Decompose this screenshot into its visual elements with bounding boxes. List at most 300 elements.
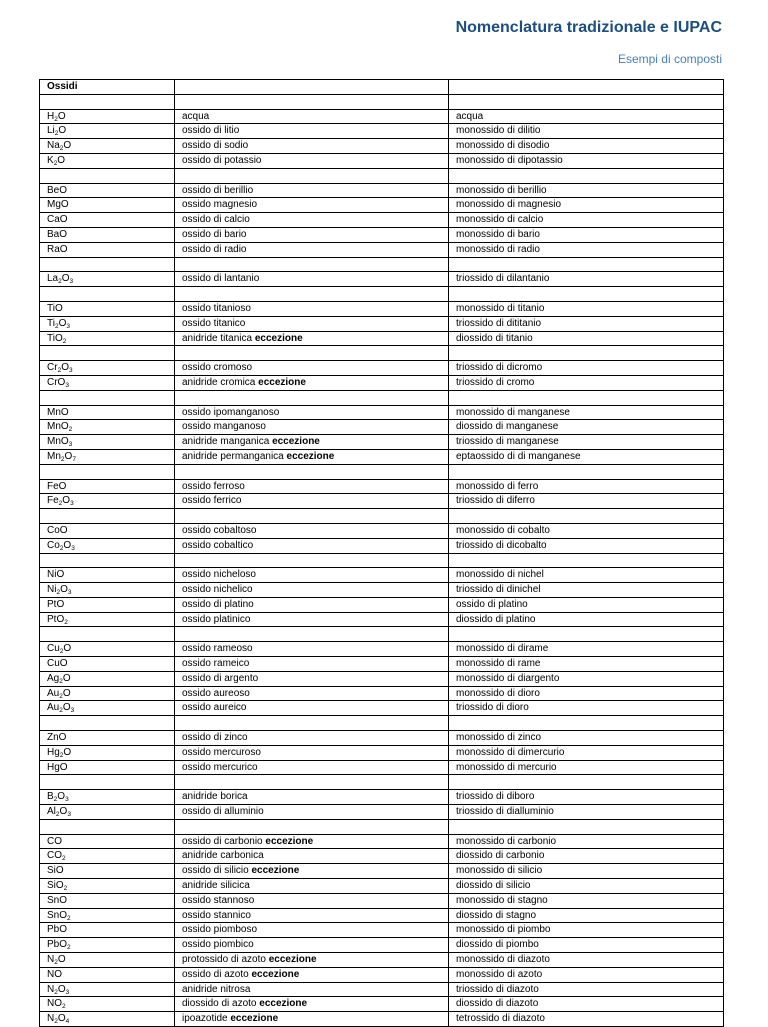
formula-cell xyxy=(40,257,175,272)
formula-symbol: NiO xyxy=(47,569,65,581)
iupac-name: triossido di dilantanio xyxy=(456,273,550,285)
formula-symbol: Co xyxy=(47,539,60,551)
formula-subscript: 2 xyxy=(53,159,58,167)
traditional-name-cell xyxy=(175,908,449,923)
exception-note: eccezione xyxy=(258,376,306,388)
traditional-name-cell xyxy=(175,227,449,242)
iupac-name: monossido di azoto xyxy=(456,968,543,980)
iupac-name-cell xyxy=(449,523,724,538)
table-row xyxy=(40,583,724,598)
formula-symbol: NO xyxy=(47,998,62,1010)
formula-cell xyxy=(40,938,175,953)
table-row xyxy=(40,760,724,775)
formula-subscript: 2 xyxy=(59,677,63,685)
formula-subscript: 2 xyxy=(59,648,64,656)
formula-cell xyxy=(40,953,175,968)
table-row xyxy=(40,908,724,923)
formula-subscript: 3 xyxy=(69,278,74,286)
table-row xyxy=(40,893,724,908)
iupac-name: triossido di dicromo xyxy=(456,362,543,374)
traditional-name-cell xyxy=(175,494,449,509)
iupac-name: triossido di dinichel xyxy=(456,584,541,596)
iupac-name-cell xyxy=(449,923,724,938)
formula-cell xyxy=(40,198,175,213)
traditional-name-cell xyxy=(175,731,449,746)
traditional-name-cell xyxy=(175,686,449,701)
formula-subscript: 3 xyxy=(65,988,70,996)
formula-cell xyxy=(40,405,175,420)
traditional-name: anidride silicica xyxy=(182,880,250,892)
iupac-name-cell xyxy=(449,109,724,124)
traditional-name-cell xyxy=(175,168,449,183)
formula-subscript: 3 xyxy=(71,544,75,552)
traditional-name-cell xyxy=(175,257,449,272)
iupac-name: tetrossido di diazoto xyxy=(456,1013,545,1025)
traditional-name: ossido stannico xyxy=(182,909,251,921)
formula-subscript: 2 xyxy=(63,885,68,893)
formula-subscript: 2 xyxy=(58,500,63,508)
table-row xyxy=(40,153,724,168)
iupac-name-cell xyxy=(449,94,724,109)
traditional-name-cell xyxy=(175,849,449,864)
traditional-name-cell xyxy=(175,242,449,257)
exception-note: eccezione xyxy=(272,436,320,448)
iupac-name: monossido di carbonio xyxy=(456,835,557,847)
formula-symbol: Li xyxy=(47,125,55,137)
traditional-name-cell xyxy=(175,375,449,390)
formula-cell xyxy=(40,227,175,242)
formula-symbol: SiO xyxy=(47,880,64,892)
iupac-name: monossido di radio xyxy=(456,243,540,255)
traditional-name-cell xyxy=(175,316,449,331)
iupac-name: monossido di berillio xyxy=(456,184,547,196)
traditional-name-cell xyxy=(175,568,449,583)
formula-subscript: 7 xyxy=(72,455,76,463)
formula-symbol: CoO xyxy=(47,524,68,536)
table-row xyxy=(40,716,724,731)
traditional-name-cell xyxy=(175,405,449,420)
exception-note: eccezione xyxy=(251,865,300,877)
traditional-name-cell xyxy=(175,139,449,154)
iupac-name: monossido di calcio xyxy=(456,214,544,226)
formula-subscript: 4 xyxy=(65,1018,70,1026)
formula-symbol: SnO xyxy=(47,909,68,921)
traditional-name-cell xyxy=(175,893,449,908)
traditional-name: ossido aureoso xyxy=(182,687,250,699)
iupac-name: eptaossido di di manganese xyxy=(456,450,581,462)
traditional-name-cell xyxy=(175,420,449,435)
traditional-name: ossido nichelico xyxy=(182,584,253,596)
formula-subscript: 3 xyxy=(68,441,73,449)
table-row xyxy=(40,819,724,834)
table-row xyxy=(40,479,724,494)
formula-cell xyxy=(40,109,175,124)
traditional-name: ossido cobaltico xyxy=(182,539,254,551)
traditional-name: anidride titanica xyxy=(182,332,253,344)
formula-cell xyxy=(40,390,175,405)
traditional-name: ossido di lantanio xyxy=(182,273,260,285)
table-cell xyxy=(449,80,724,95)
traditional-name-cell xyxy=(175,479,449,494)
iupac-name-cell xyxy=(449,716,724,731)
traditional-name-cell xyxy=(175,509,449,524)
iupac-name-cell xyxy=(449,464,724,479)
iupac-name: monossido di zinco xyxy=(456,732,542,744)
traditional-name-cell xyxy=(175,183,449,198)
formula-cell xyxy=(40,879,175,894)
table-row xyxy=(40,849,724,864)
table-row xyxy=(40,790,724,805)
iupac-name-cell xyxy=(449,805,724,820)
iupac-name-cell xyxy=(449,657,724,672)
formula-cell xyxy=(40,967,175,982)
traditional-name-cell xyxy=(175,805,449,820)
iupac-name: monossido di dimercurio xyxy=(456,746,565,758)
formula-cell xyxy=(40,790,175,805)
formula-symbol: O xyxy=(62,702,71,714)
formula-symbol: O xyxy=(57,154,66,166)
table-row xyxy=(40,405,724,420)
iupac-name-cell xyxy=(449,849,724,864)
formula-symbol: O xyxy=(57,1013,66,1025)
traditional-name: ossido ipomanganoso xyxy=(182,406,280,418)
table-row xyxy=(40,287,724,302)
table-row xyxy=(40,213,724,228)
formula-cell xyxy=(40,479,175,494)
exception-note: eccezione xyxy=(286,450,335,462)
iupac-name: monossido di bario xyxy=(456,228,540,240)
traditional-name-cell xyxy=(175,938,449,953)
iupac-name-cell xyxy=(449,390,724,405)
iupac-name-cell xyxy=(449,346,724,361)
iupac-name-cell xyxy=(449,242,724,257)
formula-symbol: Hg xyxy=(47,746,60,758)
traditional-name: ossido di zinco xyxy=(182,732,248,744)
table-row xyxy=(40,597,724,612)
traditional-name: ossido di platino xyxy=(182,598,254,610)
formula-symbol: O xyxy=(57,954,66,966)
traditional-name: ipoazotide xyxy=(182,1013,228,1025)
formula-subscript: 2 xyxy=(60,455,65,463)
iupac-name-cell xyxy=(449,775,724,790)
traditional-name-cell xyxy=(175,701,449,716)
formula-symbol: O xyxy=(57,791,66,803)
iupac-name-cell xyxy=(449,331,724,346)
formula-subscript: 2 xyxy=(62,337,67,345)
formula-subscript: 3 xyxy=(66,322,70,330)
table-row xyxy=(40,538,724,553)
table-row xyxy=(40,331,724,346)
formula-cell xyxy=(40,701,175,716)
exception-note: eccezione xyxy=(259,998,308,1010)
formula-cell xyxy=(40,627,175,642)
formula-symbol: O xyxy=(64,450,73,462)
table-row xyxy=(40,745,724,760)
formula-subscript: 2 xyxy=(67,914,71,922)
formula-subscript: 2 xyxy=(62,1003,66,1011)
formula-symbol: ZnO xyxy=(47,732,67,744)
formula-symbol: La xyxy=(47,273,59,285)
formula-cell xyxy=(40,849,175,864)
iupac-name: triossido di manganese xyxy=(456,436,559,448)
iupac-name: triossido di dioro xyxy=(456,702,529,714)
traditional-name-cell xyxy=(175,775,449,790)
iupac-name: diossido di carbonio xyxy=(456,850,545,862)
iupac-name-cell xyxy=(449,967,724,982)
iupac-name-cell xyxy=(449,124,724,139)
formula-subscript: 3 xyxy=(70,500,74,508)
table-row xyxy=(40,390,724,405)
iupac-name: diossido di titanio xyxy=(456,332,533,344)
iupac-name-cell xyxy=(449,272,724,287)
iupac-name: triossido di cromo xyxy=(456,376,535,388)
section-label: Ossidi xyxy=(40,80,175,95)
traditional-name: ossido piomboso xyxy=(182,924,258,936)
iupac-name-cell xyxy=(449,198,724,213)
iupac-name: triossido di dialluminio xyxy=(456,806,554,818)
formula-symbol: N xyxy=(47,983,55,995)
formula-subscript: 2 xyxy=(54,322,59,330)
iupac-name: monossido di rame xyxy=(456,658,541,670)
traditional-name-cell xyxy=(175,523,449,538)
formula-cell xyxy=(40,523,175,538)
iupac-name-cell xyxy=(449,420,724,435)
iupac-name: triossido di dititanio xyxy=(456,317,542,329)
formula-cell xyxy=(40,642,175,657)
traditional-name-cell xyxy=(175,153,449,168)
formula-symbol: O xyxy=(62,495,71,507)
formula-symbol: O xyxy=(60,584,68,596)
formula-symbol: CO xyxy=(47,835,62,847)
traditional-name: anidride permanganica xyxy=(182,450,284,462)
table-row xyxy=(40,301,724,316)
formula-symbol: MnO xyxy=(47,406,69,418)
iupac-name-cell xyxy=(449,731,724,746)
table-row xyxy=(40,242,724,257)
formula-cell xyxy=(40,420,175,435)
iupac-name: diossido di silicio xyxy=(456,880,531,892)
iupac-name-cell xyxy=(449,953,724,968)
formula-cell xyxy=(40,94,175,109)
traditional-name-cell xyxy=(175,390,449,405)
table-row xyxy=(40,553,724,568)
formula-symbol: O xyxy=(62,672,71,684)
table-row xyxy=(40,227,724,242)
table-row xyxy=(40,420,724,435)
table-row xyxy=(40,139,724,154)
exception-note: eccezione xyxy=(265,835,314,847)
formula-cell xyxy=(40,997,175,1012)
traditional-name-cell xyxy=(175,879,449,894)
formula-symbol: O xyxy=(63,140,72,152)
iupac-name-cell xyxy=(449,183,724,198)
formula-symbol: FeO xyxy=(47,480,67,492)
iupac-name: monossido di titanio xyxy=(456,302,545,314)
iupac-name-cell xyxy=(449,553,724,568)
traditional-name-cell xyxy=(175,538,449,553)
traditional-name: ossido magnesio xyxy=(182,199,258,211)
formula-symbol: Fe xyxy=(47,495,59,507)
formula-symbol: MnO xyxy=(47,436,69,448)
formula-subscript: 2 xyxy=(54,115,58,123)
page-title: Nomenclatura tradizionale e IUPAC xyxy=(455,19,722,36)
formula-cell xyxy=(40,139,175,154)
traditional-name-cell xyxy=(175,198,449,213)
iupac-name: monossido di silicio xyxy=(456,865,543,877)
formula-cell xyxy=(40,183,175,198)
table-row xyxy=(40,612,724,627)
traditional-name-cell xyxy=(175,819,449,834)
formula-cell xyxy=(40,568,175,583)
formula-cell xyxy=(40,908,175,923)
iupac-name-cell xyxy=(449,375,724,390)
formula-symbol: O xyxy=(58,125,67,137)
iupac-name-cell xyxy=(449,819,724,834)
iupac-name-cell xyxy=(449,361,724,376)
table-row xyxy=(40,435,724,450)
formula-symbol: Al xyxy=(47,806,56,818)
table-row xyxy=(40,938,724,953)
formula-cell xyxy=(40,375,175,390)
table-header-row xyxy=(40,80,724,95)
formula-symbol: MgO xyxy=(47,199,69,211)
traditional-name: ossido nicheloso xyxy=(182,569,256,581)
iupac-name-cell xyxy=(449,760,724,775)
traditional-name: ossido di argento xyxy=(182,672,259,684)
iupac-name: monossido di stagno xyxy=(456,894,548,906)
formula-subscript: 2 xyxy=(54,959,58,967)
formula-symbol: PbO xyxy=(47,924,68,936)
formula-symbol: Au xyxy=(47,702,60,714)
formula-symbol: Cu xyxy=(47,643,60,655)
formula-symbol: CO xyxy=(47,850,62,862)
iupac-name-cell xyxy=(449,509,724,524)
formula-cell xyxy=(40,923,175,938)
traditional-name-cell xyxy=(175,331,449,346)
formula-cell xyxy=(40,435,175,450)
traditional-name-cell xyxy=(175,346,449,361)
table-row xyxy=(40,272,724,287)
traditional-name-cell xyxy=(175,790,449,805)
traditional-name-cell xyxy=(175,627,449,642)
traditional-name-cell xyxy=(175,716,449,731)
formula-cell xyxy=(40,982,175,997)
formula-symbol: RaO xyxy=(47,243,68,255)
table-row xyxy=(40,982,724,997)
formula-symbol: CaO xyxy=(47,214,68,226)
formula-symbol: N xyxy=(47,1013,55,1025)
traditional-name: acqua xyxy=(182,110,210,122)
iupac-name-cell xyxy=(449,671,724,686)
exception-note: eccezione xyxy=(230,1013,279,1025)
formula-symbol: Ti xyxy=(47,317,55,329)
table-row xyxy=(40,257,724,272)
formula-cell xyxy=(40,731,175,746)
traditional-name-cell xyxy=(175,109,449,124)
table-row xyxy=(40,124,724,139)
traditional-name: ossido di radio xyxy=(182,243,247,255)
iupac-name: monossido di diazoto xyxy=(456,954,550,966)
page-subtitle: Esempi di composti xyxy=(617,52,722,66)
iupac-name-cell xyxy=(449,597,724,612)
iupac-name-cell xyxy=(449,568,724,583)
table-row xyxy=(40,509,724,524)
formula-cell xyxy=(40,745,175,760)
formula-symbol: H xyxy=(47,110,55,122)
traditional-name: ossido stannoso xyxy=(182,894,255,906)
traditional-name: anidride manganica xyxy=(182,436,270,448)
formula-cell xyxy=(40,168,175,183)
traditional-name-cell xyxy=(175,967,449,982)
formula-symbol: N xyxy=(47,954,55,966)
formula-symbol: B xyxy=(47,791,54,803)
formula-symbol: Cr xyxy=(47,362,58,374)
iupac-name: acqua xyxy=(456,110,484,122)
iupac-name-cell xyxy=(449,213,724,228)
iupac-name: monossido di dilitio xyxy=(456,125,541,137)
traditional-name-cell xyxy=(175,1012,449,1027)
iupac-name-cell xyxy=(449,301,724,316)
formula-cell xyxy=(40,893,175,908)
traditional-name-cell xyxy=(175,671,449,686)
traditional-name-cell xyxy=(175,923,449,938)
formula-symbol: SiO xyxy=(47,865,64,877)
iupac-name-cell xyxy=(449,449,724,464)
table-row xyxy=(40,346,724,361)
formula-symbol: O xyxy=(59,806,68,818)
iupac-name: monossido di cobalto xyxy=(456,524,550,536)
formula-symbol: TiO xyxy=(47,302,63,314)
formula-cell xyxy=(40,124,175,139)
formula-symbol: PtO xyxy=(47,598,65,610)
formula-subscript: 3 xyxy=(65,381,69,389)
formula-cell xyxy=(40,805,175,820)
iupac-name: monossido di manganese xyxy=(456,406,570,418)
formula-cell xyxy=(40,775,175,790)
iupac-name: triossido di diferro xyxy=(456,495,535,507)
traditional-name: anidride borica xyxy=(182,791,248,803)
exception-note: eccezione xyxy=(254,332,303,344)
traditional-name: diossido di azoto xyxy=(182,998,257,1010)
iupac-name-cell xyxy=(449,790,724,805)
iupac-name-cell xyxy=(449,893,724,908)
formula-cell xyxy=(40,671,175,686)
traditional-name-cell xyxy=(175,997,449,1012)
formula-cell xyxy=(40,464,175,479)
formula-symbol: O xyxy=(61,273,70,285)
traditional-name-cell xyxy=(175,272,449,287)
formula-subscript: 2 xyxy=(68,426,73,434)
traditional-name-cell xyxy=(175,213,449,228)
table-row xyxy=(40,671,724,686)
iupac-name-cell xyxy=(449,834,724,849)
formula-symbol: SnO xyxy=(47,894,68,906)
traditional-name-cell xyxy=(175,745,449,760)
formula-subscript: 2 xyxy=(54,130,59,138)
formula-subscript: 3 xyxy=(70,707,75,715)
traditional-name: ossido di carbonio xyxy=(182,835,263,847)
table-row xyxy=(40,494,724,509)
oxides-table xyxy=(39,79,724,1027)
iupac-name-cell xyxy=(449,908,724,923)
traditional-name-cell xyxy=(175,953,449,968)
iupac-name: diossido di stagno xyxy=(456,909,537,921)
formula-cell xyxy=(40,153,175,168)
formula-cell xyxy=(40,449,175,464)
exception-note: eccezione xyxy=(251,968,300,980)
iupac-name-cell xyxy=(449,864,724,879)
traditional-name: ossido cromoso xyxy=(182,362,253,374)
